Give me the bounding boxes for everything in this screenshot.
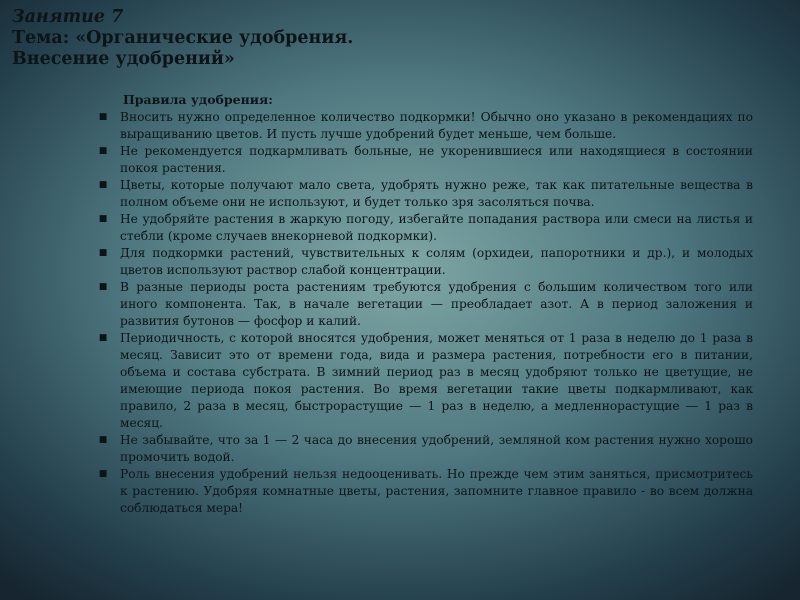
bullet-icon: ■ (98, 214, 108, 224)
rules-title: Правила удобрения: (123, 92, 273, 107)
topic-title-line-1: Тема: «Органические удобрения. (12, 28, 354, 48)
bullet-icon: ■ (98, 469, 108, 479)
rule-item (97, 466, 753, 517)
rule-text: Не забывайте, что за 1 — 2 часа до внесения удобрений, земляной ком растения нужно хорошо промочить водой. (120, 433, 753, 464)
rule-text: Не рекомендуется подкармливать больные, не укоренившиеся или находящиеся в состоянии покоя растения. (120, 144, 753, 175)
rule-text: Периодичность, с которой вносятся удобрения, может меняться от 1 раза в неделю до 1 раза в месяц. Зависит это от времени года, вида и размера растения, потребности его в питании, объема и состава субстрата. В зимний период раз в месяц удобряют только не цветущие, не имеющие периода покоя растения. Во время вегетации такие цветы подкармливают, как правило, 2 раза в месяц, быстрорастущие — 1 раз в неделю, а медленнорастущие — 1 раз в месяц. (120, 331, 753, 430)
bullet-icon: ■ (98, 282, 108, 292)
bullet-icon: ■ (98, 248, 108, 258)
rule-text: Цветы, которые получают мало света, удобрять нужно реже, так как питательные вещества в полном объеме они не используют, и будет только зря засоляться почва. (120, 178, 753, 209)
lesson-number: Занятие 7 (12, 7, 124, 27)
rule-item (97, 143, 753, 177)
bullet-icon: ■ (98, 112, 108, 122)
rule-text: В разные периоды роста растениям требуются удобрения с большим количеством того или иного компонента. Так, в начале вегетации — преобладает азот. А в период заложения и развития бутонов — фосфор и калий. (120, 280, 753, 328)
rule-item (97, 279, 753, 330)
rule-item (97, 211, 753, 245)
bullet-icon: ■ (98, 435, 108, 445)
slide-header (12, 7, 752, 70)
bullet-icon: ■ (98, 146, 108, 156)
rules-list (97, 109, 753, 517)
rule-text: Для подкормки растений, чувствительных к солям (орхидеи, папоротники и др.), и молодых цветов используют раствор слабой концентрации. (120, 246, 753, 277)
topic-title-line-2: Внесение удобрений» (12, 49, 235, 69)
bullet-icon: ■ (98, 180, 108, 190)
rule-text: Роль внесения удобрений нельзя недооценивать. Но прежде чем этим заняться, присмотритесь к растению. Удобряя комнатные цветы, растения, запомните главное правило - во всем должна соблюдаться мера! (120, 467, 753, 515)
rule-text: Вносить нужно определенное количество подкормки! Обычно оно указано в рекомендациях по выращиванию цветов. И пусть лучше удобрений будет меньше, чем больше. (120, 110, 753, 141)
rule-item (97, 330, 753, 432)
bullet-icon: ■ (98, 333, 108, 343)
rule-item (97, 109, 753, 143)
rule-item (97, 177, 753, 211)
rule-text: Не удобряйте растения в жаркую погоду, избегайте попадания раствора или смеси на листья и стебли (кроме случаев внекорневой подкормки). (120, 212, 753, 243)
rule-item (97, 432, 753, 466)
rule-item (97, 245, 753, 279)
